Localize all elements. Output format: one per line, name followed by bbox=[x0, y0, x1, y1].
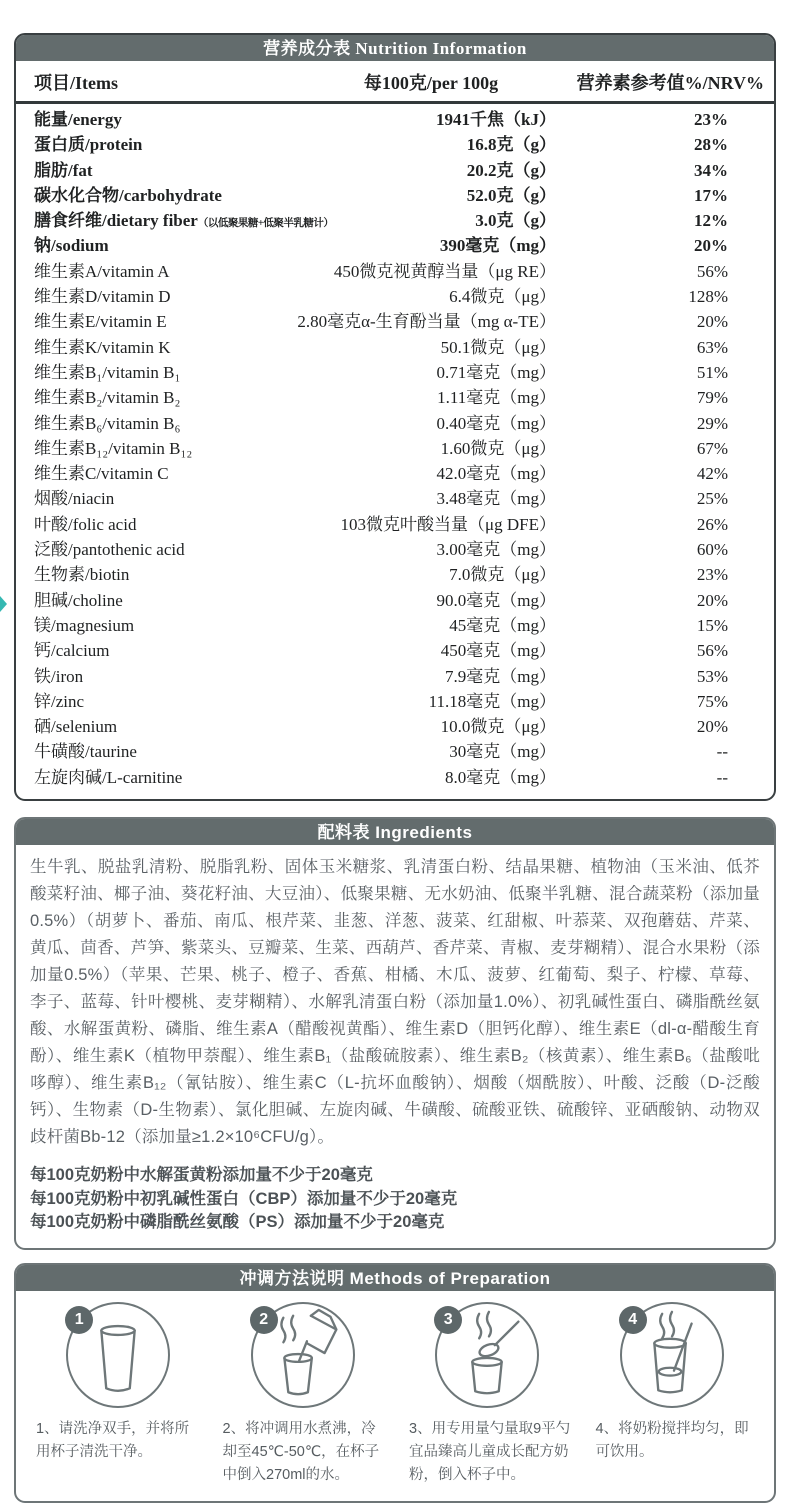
nutrition-table-header bbox=[16, 61, 774, 104]
nutrient-nrv-percent: 75% bbox=[696, 691, 728, 711]
step-number-badge: 2 bbox=[250, 1306, 278, 1334]
nutrient-name: 能量/energy bbox=[34, 110, 122, 129]
table-row bbox=[16, 387, 774, 412]
nutrient-amount: 0.71毫克（mg） bbox=[436, 362, 556, 382]
ingredients-note-line: 每100克奶粉中初乳碱性蛋白（CBP）添加量不少于20毫克 bbox=[30, 1189, 458, 1208]
nutrient-name: 维生素K/vitamin K bbox=[34, 337, 171, 357]
empty-glass-icon bbox=[68, 1304, 168, 1406]
nutrient-nrv-percent: 79% bbox=[696, 388, 728, 408]
nutrition-table-body bbox=[16, 104, 774, 799]
table-row bbox=[16, 210, 774, 235]
step-4-caption: 4、将奶粉搅拌均匀，即可饮用。 bbox=[595, 1420, 749, 1460]
nutrient-name: 维生素B₂/vitamin B₂ bbox=[34, 388, 181, 408]
ingredients-notes bbox=[30, 1164, 760, 1235]
column-header-nrv: 营养素参考值%/NRV% bbox=[576, 73, 764, 93]
table-row bbox=[16, 666, 774, 691]
table-row bbox=[16, 539, 774, 564]
nutrient-nrv-percent: 25% bbox=[696, 489, 728, 509]
nutrient-name: 维生素B₆/vitamin B₆ bbox=[34, 413, 181, 433]
nutrient-name: 维生素B₁₂/vitamin B₁₂ bbox=[34, 438, 193, 458]
nutrient-amount: 450微克视黄醇当量（μg RE） bbox=[333, 261, 556, 281]
column-header-per-100g: 每100克/per 100g bbox=[363, 73, 499, 93]
nutrient-name: 泛酸/pantothenic acid bbox=[34, 540, 185, 560]
preparation-steps-illustrations bbox=[16, 1291, 774, 1408]
nutrient-amount: 10.0微克（μg） bbox=[440, 717, 556, 737]
nutrient-name: 钠/sodium bbox=[34, 236, 109, 256]
nutrient-nrv-percent: 20% bbox=[696, 717, 728, 737]
nutrient-name: 脂肪/fat bbox=[34, 160, 93, 180]
nutrient-nrv-percent: 28% bbox=[694, 135, 728, 155]
nutrient-nrv-percent: 26% bbox=[696, 514, 728, 534]
table-row bbox=[16, 590, 774, 615]
nutrient-nrv-percent: 42% bbox=[696, 464, 728, 484]
nutrient-nrv-percent: 53% bbox=[696, 666, 728, 686]
nutrient-nrv-percent: 23% bbox=[696, 565, 728, 585]
ingredients-title-bar: 配料表 Ingredients bbox=[16, 819, 774, 845]
nutrient-amount: 3.48毫克（mg） bbox=[436, 489, 556, 509]
nutrient-name: 左旋肉碱/L-carnitine bbox=[34, 767, 183, 787]
preparation-steps-captions bbox=[16, 1408, 774, 1501]
prep-step-1 bbox=[26, 1302, 211, 1408]
nutrient-name: 生物素/biotin bbox=[34, 565, 130, 585]
nutrient-amount: 450毫克（mg） bbox=[440, 641, 556, 661]
nutrient-amount: 1941千焦（kJ） bbox=[436, 110, 556, 129]
step-1-illustration bbox=[66, 1302, 170, 1408]
step-number-badge: 1 bbox=[65, 1306, 93, 1334]
table-row bbox=[16, 109, 774, 134]
nutrient-name: 维生素D/vitamin D bbox=[34, 287, 171, 307]
nutrient-nrv-percent: 128% bbox=[688, 287, 728, 307]
nutrient-amount: 11.18毫克（mg） bbox=[428, 691, 556, 711]
nutrient-nrv-percent: 17% bbox=[694, 185, 728, 205]
nutrient-nrv-percent: 67% bbox=[696, 438, 728, 458]
table-row bbox=[16, 185, 774, 210]
nutrient-amount: 103微克叶酸当量（μg DFE） bbox=[340, 514, 556, 534]
nutrient-nrv-percent: 51% bbox=[696, 362, 728, 382]
nutrient-amount: 16.8克（g） bbox=[466, 135, 556, 155]
table-row bbox=[16, 362, 774, 387]
nutrient-name: 碳水化合物/carbohydrate bbox=[34, 185, 222, 205]
nutrient-amount: 90.0毫克（mg） bbox=[436, 590, 556, 610]
nutrient-nrv-percent: 20% bbox=[694, 236, 728, 256]
step-2-caption: 2、将冲调用水煮沸，冷却至45℃-50℃，在杯子中倒入270ml的水。 bbox=[222, 1420, 380, 1483]
nutrient-amount: 45毫克（mg） bbox=[449, 615, 556, 635]
nutrient-nrv-percent: 29% bbox=[696, 413, 728, 433]
ingredients-text: 生牛乳、脱盐乳清粉、脱脂乳粉、固体玉米糖浆、乳清蛋白粉、结晶果糖、植物油（玉米油、低芥酸菜籽油、椰子油、葵花籽油、大豆油）、低聚果糖、无水奶油、低聚半乳糖、混合蔬菜粉（添加量0.5%）（胡萝卜、番茄、南瓜、根芹菜、韭葱、洋葱、菠菜、红甜椒、叶菾菜、双孢蘑菇、芹菜、黄瓜、茴香、芦笋、紫菜头、豆瓣菜、生菜、西葫芦、香芹菜、青椒、麦芽糊精）、混合水果粉（添加量0.5%）（苹果、芒果、桃子、橙子、香蕉、柑橘、木瓜、菠萝、红葡萄、梨子、柠檬、草莓、李子、蓝莓、针叶樱桃、麦芽糊精）、水解乳清蛋白粉（添加量1.0%）、初乳碱性蛋白、磷脂酰丝氨酸、水解蛋黄粉、磷脂、维生素A（醋酸视黄酯）、维生素D（胆钙化醇）、维生素E（dl-α-醋酸生育酚）、维生素K（植物甲萘醌）、维生素B₁（盐酸硫胺素）、维生素B₂（核黄素）、维生素B₆（盐酸吡哆醇）、维生素B₁₂（氰钴胺）、维生素C（L-抗坏血酸钠）、烟酸（烟酰胺）、叶酸、泛酸（D-泛酸钙）、生物素（D-生物素）、氯化胆碱、左旋肉碱、牛磺酸、硫酸亚铁、硫酸锌、亚硒酸钠、动物双歧杆菌Bb-12（添加量≥1.2×10⁶CFU/g）。 bbox=[30, 858, 760, 1147]
preparation-panel bbox=[14, 1263, 776, 1503]
table-row bbox=[16, 235, 774, 260]
nutrient-amount: 0.40毫克（mg） bbox=[436, 413, 556, 433]
nutrient-amount: 8.0毫克（mg） bbox=[445, 767, 556, 787]
ingredients-note-line: 每100克奶粉中磷脂酰丝氨酸（PS）添加量不少于20毫克 bbox=[30, 1213, 445, 1232]
table-row bbox=[16, 413, 774, 438]
nutrient-name: 胆碱/choline bbox=[34, 590, 123, 610]
nutrient-amount: 390毫克（mg） bbox=[439, 236, 556, 256]
step-3-illustration bbox=[435, 1302, 539, 1408]
step-number-badge: 4 bbox=[619, 1306, 647, 1334]
nutrient-nrv-percent: 12% bbox=[694, 211, 728, 231]
measure-scoop-icon bbox=[437, 1304, 537, 1406]
nutrient-name: 膳食纤维/dietary fiber（以低聚果糖+低聚半乳糖计） bbox=[34, 211, 334, 231]
nutrient-nrv-percent: -- bbox=[716, 742, 728, 762]
nutrition-title-bar: 营养成分表 Nutrition Information bbox=[16, 35, 774, 61]
nutrient-amount: 1.11毫克（mg） bbox=[437, 388, 556, 408]
table-row bbox=[16, 438, 774, 463]
prep-step-4 bbox=[580, 1302, 765, 1408]
nutrient-nrv-percent: 63% bbox=[696, 337, 728, 357]
column-header-items: 项目/Items bbox=[34, 73, 118, 93]
nutrient-amount: 3.0克（g） bbox=[475, 211, 556, 231]
nutrient-note: （以低聚果糖+低聚半乳糖计） bbox=[197, 218, 334, 230]
nutrient-nrv-percent: 15% bbox=[696, 615, 728, 635]
pour-boiled-water-icon bbox=[253, 1304, 353, 1406]
prep-step-2 bbox=[211, 1302, 396, 1408]
nutrient-nrv-percent: 20% bbox=[696, 590, 728, 610]
nutrient-nrv-percent: 56% bbox=[696, 641, 728, 661]
step-number-badge: 3 bbox=[434, 1306, 462, 1334]
table-row bbox=[16, 615, 774, 640]
nutrient-name: 硒/selenium bbox=[34, 717, 118, 737]
nutrient-nrv-percent: 56% bbox=[696, 261, 728, 281]
nutrient-name: 锌/zinc bbox=[34, 691, 85, 711]
nutrient-name: 维生素C/vitamin C bbox=[34, 464, 169, 484]
table-row bbox=[16, 337, 774, 362]
nutrient-amount: 20.2克（g） bbox=[466, 160, 556, 180]
nutrient-nrv-percent: 20% bbox=[696, 312, 728, 332]
nutrient-amount: 7.0微克（μg） bbox=[449, 565, 556, 585]
nutrient-amount: 50.1微克（μg） bbox=[440, 337, 556, 357]
prep-step-3 bbox=[395, 1302, 580, 1408]
nutrient-name: 牛磺酸/taurine bbox=[34, 742, 137, 762]
nutrient-amount: 2.80毫克α-生育酚当量（mg α-TE） bbox=[297, 312, 556, 332]
table-row bbox=[16, 514, 774, 539]
table-row bbox=[16, 767, 774, 792]
nutrient-amount: 42.0毫克（mg） bbox=[436, 464, 556, 484]
table-row bbox=[16, 261, 774, 286]
edge-artifact-marker bbox=[0, 596, 7, 612]
nutrient-nrv-percent: 60% bbox=[696, 540, 728, 560]
table-row bbox=[16, 640, 774, 665]
ingredients-note-line: 每100克奶粉中水解蛋黄粉添加量不少于20毫克 bbox=[30, 1166, 373, 1185]
step-4-illustration bbox=[620, 1302, 724, 1408]
table-row bbox=[16, 160, 774, 185]
table-row bbox=[16, 691, 774, 716]
preparation-title-bar: 冲调方法说明 Methods of Preparation bbox=[16, 1265, 774, 1291]
nutrient-name: 叶酸/folic acid bbox=[34, 514, 137, 534]
nutrient-name: 维生素E/vitamin E bbox=[34, 312, 167, 332]
nutrient-nrv-percent: 34% bbox=[694, 160, 728, 180]
nutrient-name: 维生素A/vitamin A bbox=[34, 261, 170, 281]
nutrient-name: 钙/calcium bbox=[34, 641, 110, 661]
table-row bbox=[16, 463, 774, 488]
nutrient-name: 维生素B₁/vitamin B₁ bbox=[34, 362, 181, 382]
table-row bbox=[16, 311, 774, 336]
table-row bbox=[16, 741, 774, 766]
nutrient-nrv-percent: -- bbox=[716, 767, 728, 787]
nutrient-amount: 30毫克（mg） bbox=[449, 742, 556, 762]
nutrient-name: 烟酸/niacin bbox=[34, 489, 115, 509]
nutrient-amount: 1.60微克（μg） bbox=[440, 438, 556, 458]
nutrient-amount: 52.0克（g） bbox=[466, 185, 556, 205]
nutrition-information-panel bbox=[14, 33, 776, 801]
table-row bbox=[16, 488, 774, 513]
nutrient-name: 铁/iron bbox=[34, 666, 84, 686]
step-1-caption: 1、请洗净双手，并将所用杯子清洗干净。 bbox=[36, 1420, 190, 1460]
step-2-illustration bbox=[251, 1302, 355, 1408]
nutrient-amount: 3.00毫克（mg） bbox=[436, 540, 556, 560]
table-row bbox=[16, 716, 774, 741]
nutrient-amount: 6.4微克（μg） bbox=[449, 287, 556, 307]
table-row bbox=[16, 286, 774, 311]
ingredients-panel bbox=[14, 817, 776, 1250]
table-row bbox=[16, 564, 774, 589]
nutrient-nrv-percent: 23% bbox=[694, 110, 728, 129]
nutrient-amount: 7.9毫克（mg） bbox=[445, 666, 556, 686]
nutrient-name: 镁/magnesium bbox=[34, 615, 135, 635]
step-3-caption: 3、用专用量勺量取9平勺宜品臻高儿童成长配方奶粉，倒入杯子中。 bbox=[409, 1420, 571, 1483]
stir-drink-icon bbox=[622, 1304, 722, 1406]
nutrient-name: 蛋白质/protein bbox=[34, 135, 143, 155]
table-row bbox=[16, 134, 774, 159]
